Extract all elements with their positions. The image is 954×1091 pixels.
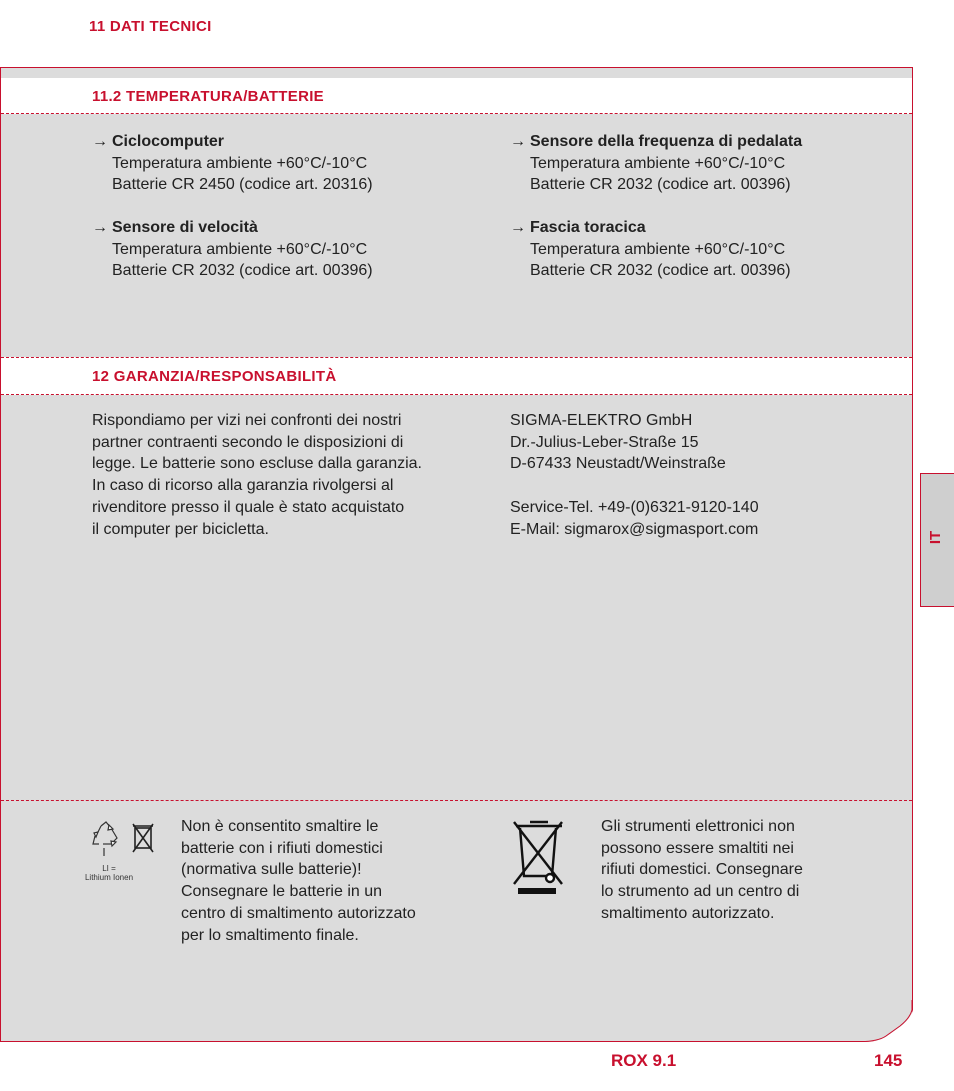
text-line: legge. Le batterie sono escluse dalla garanzia. [92, 455, 422, 473]
chapter-title: 11 DATI TECNICI [89, 18, 212, 35]
crossed-wheelie-bin-icon [510, 818, 568, 898]
item-line: Batterie CR 2450 (codice art. 20316) [112, 176, 373, 193]
text-line: lo strumento ad un centro di [601, 883, 800, 901]
battery-type-label [78, 864, 140, 882]
item-line: Batterie CR 2032 (codice art. 00396) [530, 176, 791, 193]
text-line: per lo smaltimento finale. [181, 926, 359, 944]
text-line: smaltimento autorizzato. [601, 904, 775, 922]
item-name: Fascia toracica [530, 219, 646, 236]
language-tab-label: IT [927, 530, 945, 545]
text-line: possono essere smaltiti nei [601, 839, 794, 857]
spec-item-sensore-velocita [92, 217, 472, 282]
li-abbrev: LI = [102, 864, 116, 873]
page-number: 145 [874, 1051, 903, 1070]
warranty-text [92, 410, 422, 540]
item-name: Sensore della frequenza di pedalata [530, 133, 803, 150]
text-line: centro di smaltimento autorizzato [181, 904, 416, 922]
item-line: Batterie CR 2032 (codice art. 00396) [112, 262, 373, 279]
item-name: Ciclocomputer [112, 133, 225, 150]
content-panel [0, 67, 913, 1042]
spec-item-ciclocomputer [92, 131, 472, 196]
arrow-icon: → [92, 133, 108, 150]
footer-product: ROX 9.1 [611, 1051, 677, 1070]
address-line: Dr.-Julius-Leber-Straße 15 [510, 433, 699, 451]
electronics-disposal-text [601, 816, 803, 925]
text-line: rifiuti domestici. Consegnare [601, 861, 803, 879]
item-line: Temperatura ambiente +60°C/-10°C [530, 240, 786, 258]
item-line: Temperatura ambiente +60°C/-10°C [112, 154, 368, 172]
section-11-2-header [1, 78, 912, 114]
crossed-bin-icon [131, 822, 155, 854]
arrow-icon: → [510, 133, 526, 150]
text-line: In caso di ricorso alla garanzia rivolgersi al [92, 477, 394, 495]
address-line: D-67433 Neustadt/Weinstraße [510, 455, 726, 473]
recycle-icon [89, 820, 123, 862]
text-line: (normativa sulle batterie)! [181, 861, 362, 879]
text-line: batterie con i rifiuti domestici [181, 839, 383, 857]
text-line: partner contraenti secondo le disposizioni di [92, 433, 404, 451]
text-line: Gli strumenti elettronici non [601, 818, 795, 835]
text-line: Non è consentito smaltire le [181, 818, 379, 835]
section-11-2-title: 11.2 TEMPERATURA/BATTERIE [92, 88, 324, 105]
item-name: Sensore di velocità [112, 219, 258, 236]
arrow-icon: → [92, 219, 108, 236]
address-line: SIGMA-ELEKTRO GmbH [510, 412, 693, 429]
text-line: Consegnare le batterie in un [181, 883, 383, 901]
service-email: E-Mail: sigmarox@sigmasport.com [510, 520, 759, 538]
item-line: Temperatura ambiente +60°C/-10°C [530, 154, 786, 172]
text-line: Rispondiamo per vizi nei confronti dei nostri [92, 412, 402, 429]
section-divider [1, 800, 912, 801]
company-address [510, 410, 759, 540]
section-12-header [1, 357, 912, 395]
li-full-name: Lithium Ionen [84, 873, 134, 882]
text-line: il computer per bicicletta. [92, 520, 269, 538]
spec-item-sensore-pedalata [510, 131, 890, 196]
text-line: rivenditore presso il quale è stato acquistato [92, 498, 405, 516]
item-line: Temperatura ambiente +60°C/-10°C [112, 240, 368, 258]
arrow-icon: → [510, 219, 526, 236]
item-line: Batterie CR 2032 (codice art. 00396) [530, 262, 791, 279]
spec-item-fascia-toracica [510, 217, 890, 282]
service-phone: Service-Tel. +49-(0)6321-9120-140 [510, 498, 759, 516]
section-12-title: 12 GARANZIA/RESPONSABILITÀ [92, 368, 337, 385]
language-tab [920, 473, 954, 607]
page-corner-decoration [853, 1000, 915, 1044]
battery-disposal-text [181, 816, 416, 946]
